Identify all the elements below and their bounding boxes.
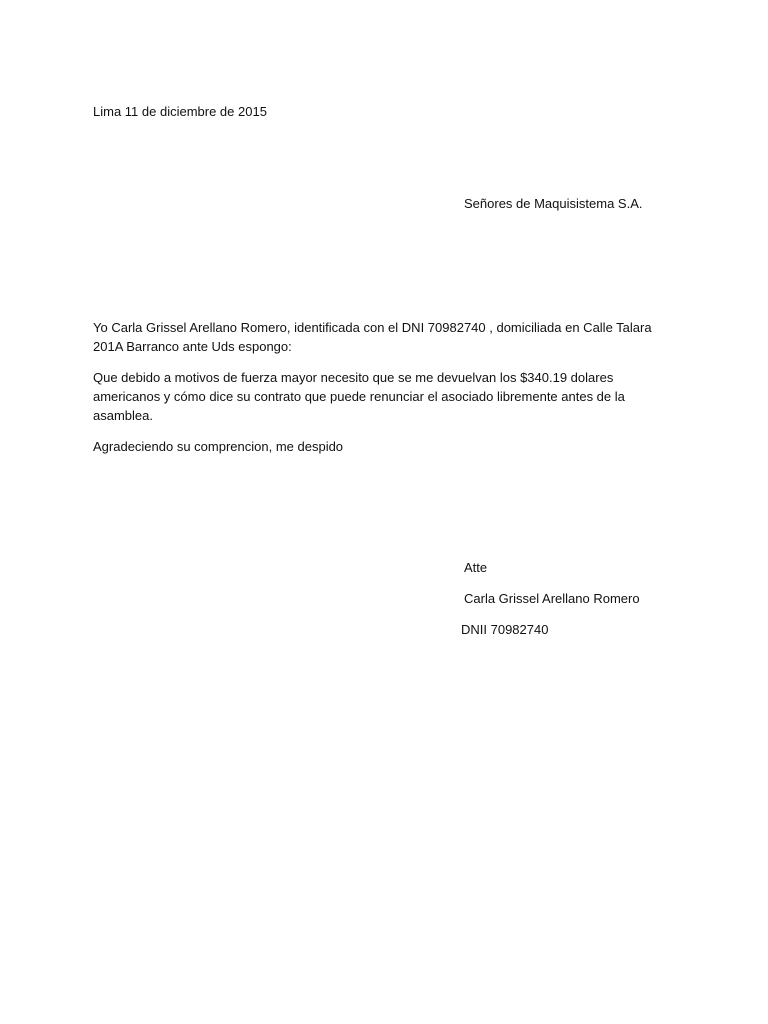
body-paragraph-intro: Yo Carla Grissel Arellano Romero, identificada con el DNI 70982740 , domiciliada en Calle Talara 201A Barranco ante Uds espongo:	[93, 320, 652, 354]
signature-dni: DNII 70982740	[461, 622, 549, 637]
date-line: Lima 11 de diciembre de 2015	[93, 104, 267, 119]
closing-line: Atte	[464, 560, 488, 575]
signature-name: Carla Grissel Arellano Romero	[464, 591, 640, 606]
recipient-line: Señores de Maquisistema S.A.	[464, 196, 643, 211]
body-paragraph-request: Que debido a motivos de fuerza mayor necesito que se me devuelvan los $340.19 dolares americanos y cómo dice su contrato que puede renunciar el asociado libremente antes de la asamblea.	[93, 370, 625, 423]
body-paragraph-farewell: Agradeciendo su comprencion, me despido	[93, 439, 344, 454]
